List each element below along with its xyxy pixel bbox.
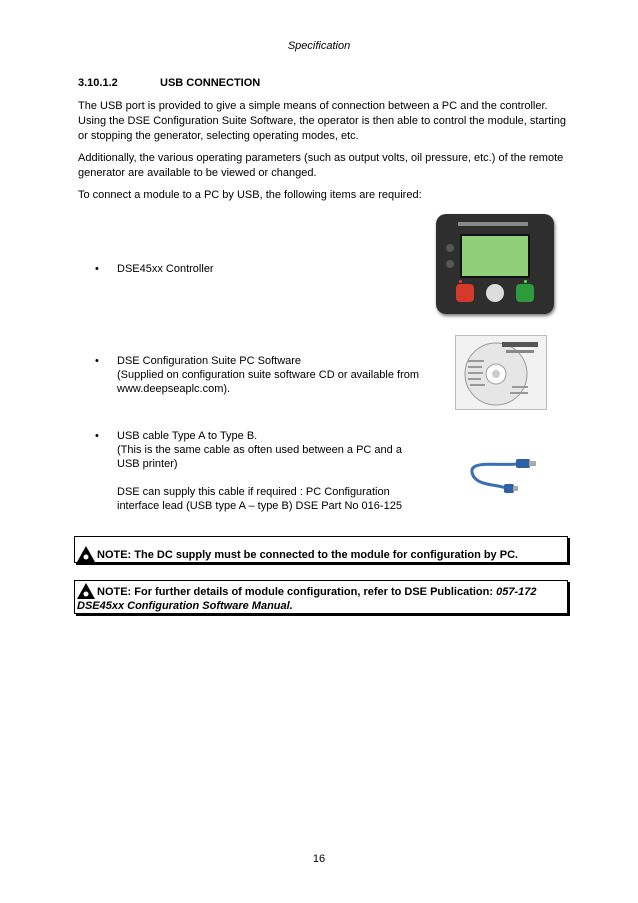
led-icon xyxy=(524,280,527,283)
item-label: DSE Configuration Suite PC Software xyxy=(117,355,302,367)
section-heading xyxy=(78,77,260,89)
start-button-icon xyxy=(516,284,534,302)
note-dc-supply xyxy=(74,536,568,563)
page-number: 16 xyxy=(312,853,326,865)
list-item-controller xyxy=(95,262,425,276)
item-label: USB cable Type A to Type B. xyxy=(117,430,258,442)
usb-cable-image xyxy=(460,440,540,500)
list-item-software xyxy=(95,354,425,396)
paragraph-parameters: Additionally, the various operating parameters (such as output volts, oil pressure, etc.) of the remote generator are available to be viewed or changed. xyxy=(78,152,564,179)
warning-icon xyxy=(77,583,95,599)
paragraph-usb-intro: The USB port is provided to give a simple means of connection between a PC and the controller. Using the DSE Configuration Suite Software, the operator is then able to control the module, starting or stopping the generator, selecting operating modes, etc. xyxy=(78,100,566,142)
section-title: USB CONNECTION xyxy=(160,77,261,89)
item-label: DSE45xx Controller xyxy=(117,263,214,275)
controller-side-button xyxy=(446,244,454,252)
bullet-icon: • xyxy=(95,355,99,367)
list-item-usb-cable xyxy=(95,429,425,513)
section-number: 3.10.1.2 xyxy=(78,77,118,89)
note-text: NOTE: For further details of module configuration, refer to DSE Publication: xyxy=(97,586,497,598)
paragraph-requirements: To connect a module to a PC by USB, the following items are required: xyxy=(78,189,422,201)
bullet-icon: • xyxy=(95,263,99,275)
software-cd-image xyxy=(455,335,547,410)
note-text: NOTE: The DC supply must be connected to the module for configuration by PC. xyxy=(97,549,519,561)
usb-cable-icon xyxy=(460,440,540,500)
controller-image xyxy=(436,214,554,314)
item-detail: (Supplied on configuration suite software CD or available from www.deepseaplc.com). xyxy=(117,369,420,395)
cd-disc-icon xyxy=(456,336,546,409)
page-header: Specification xyxy=(287,40,351,52)
bullet-icon: • xyxy=(95,430,99,442)
auto-button-icon xyxy=(486,284,504,302)
controller-side-button xyxy=(446,260,454,268)
note-further-details xyxy=(74,580,568,614)
controller-screen xyxy=(460,234,530,278)
controller-label-strip xyxy=(458,222,528,226)
item-detail: (This is the same cable as often used between a PC and a USB printer) xyxy=(117,444,402,470)
note-publication-reference: 057-172 DSE45xx Configuration Software Manual. xyxy=(77,586,537,612)
item-extra: DSE can supply this cable if required : PC Configuration interface lead (USB type A – type B) DSE Part No 016-125 xyxy=(117,486,402,512)
warning-icon xyxy=(77,546,95,562)
led-icon xyxy=(459,280,462,283)
stop-button-icon xyxy=(456,284,474,302)
